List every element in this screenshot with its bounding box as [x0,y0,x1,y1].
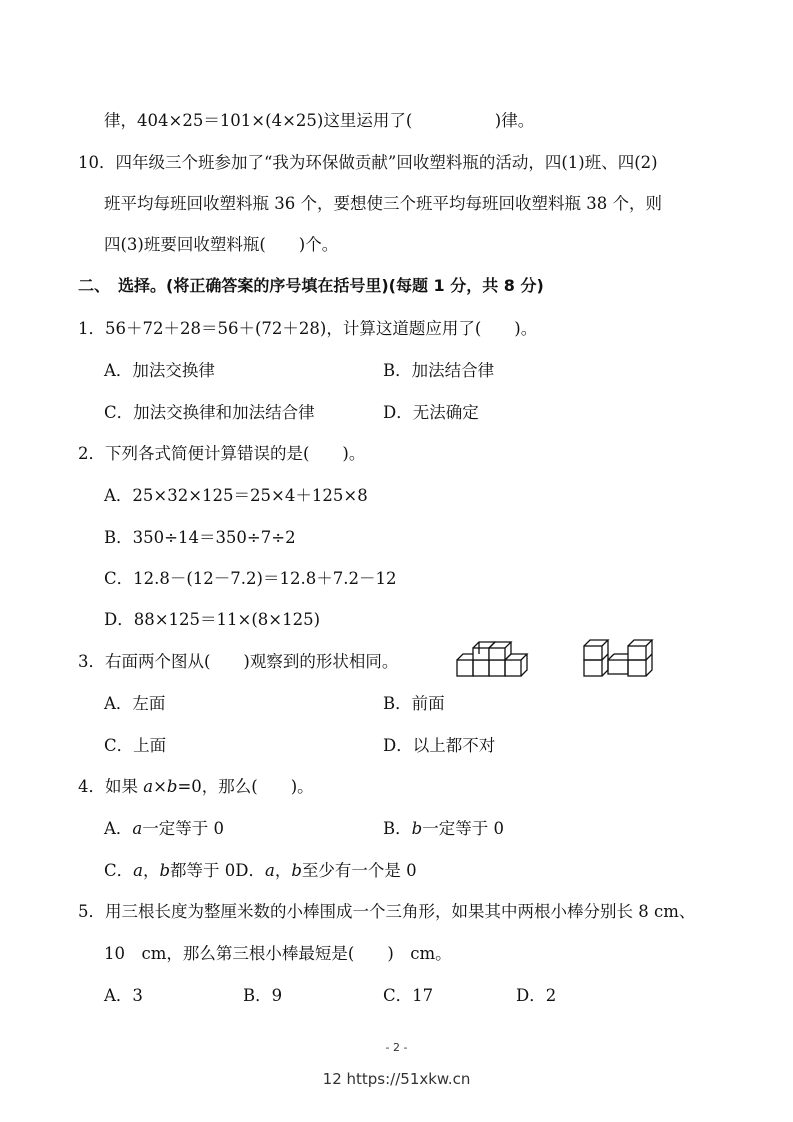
q3-option-a: A．左面 [104,694,166,713]
q1-option-d: D．无法确定 [383,403,479,422]
q3-option-b: B．前面 [383,694,445,713]
q5-option-c: C．17 [383,986,434,1005]
section-heading: 二、 选择。(将正确答案的序号填在括号里)(每题 1 分，共 8 分) [78,276,544,295]
q2-option-a: A．25×32×125＝25×4＋125×8 [104,486,368,505]
q2-stem: 2．下列各式简便计算错误的是( )。 [78,444,366,463]
footer-url[interactable]: 12 https://51xkw.cn [322,1070,471,1088]
q9-continuation: 律，404×25＝101×(4×25)这里运用了( )律。 [104,111,535,130]
q3-option-c: C．上面 [104,736,167,755]
q1-option-b: B．加法结合律 [383,361,495,380]
page-number: - 2 - [385,1041,408,1054]
q4-option-cd: C．a，b都等于 0D．a，b至少有一个是 0 [104,861,417,880]
q5-option-a: A．3 [104,986,143,1005]
cube-stack-figure-1 [453,638,531,680]
q5-line2: 10 cm，那么第三根小棒最短是( ) cm。 [104,944,452,963]
q4-option-b: B．b一定等于 0 [383,819,504,838]
q5-option-b: B．9 [243,986,283,1005]
q2-option-d: D．88×125＝11×(8×125) [104,610,321,629]
q1-stem: 1．56＋72＋28＝56＋(72＋28)，计算这道题应用了( )。 [78,319,538,338]
q1-option-a: A．加法交换律 [104,361,215,380]
q4-stem: 4．如果 a×b=0，那么( )。 [78,777,314,796]
q2-option-c: C．12.8－(12－7.2)＝12.8＋7.2－12 [104,569,397,588]
q5-line1: 5．用三根长度为整厘米数的小棒围成一个三角形，如果其中两根小棒分别长 8 cm、 [78,902,696,921]
q2-option-b: B．350÷14＝350÷7÷2 [104,528,296,547]
q4-option-a: A．a一定等于 0 [104,819,225,838]
q5-option-d: D．2 [516,986,557,1005]
q3-option-d: D．以上都不对 [383,736,496,755]
q10-line2: 班平均每班回收塑料瓶 36 个，要想使三个班平均每班回收塑料瓶 38 个，则 [104,194,662,213]
q3-stem: 3．右面两个图从( )观察到的形状相同。 [78,652,399,671]
q10-line3: 四(3)班要回收塑料瓶( )个。 [104,235,339,254]
q1-option-c: C．加法交换律和加法结合律 [104,403,315,422]
q10-line1: 10．四年级三个班参加了“我为环保做贡献”回收塑料瓶的活动，四(1)班、四(2) [78,153,658,172]
cube-stack-figure-2 [580,638,660,680]
